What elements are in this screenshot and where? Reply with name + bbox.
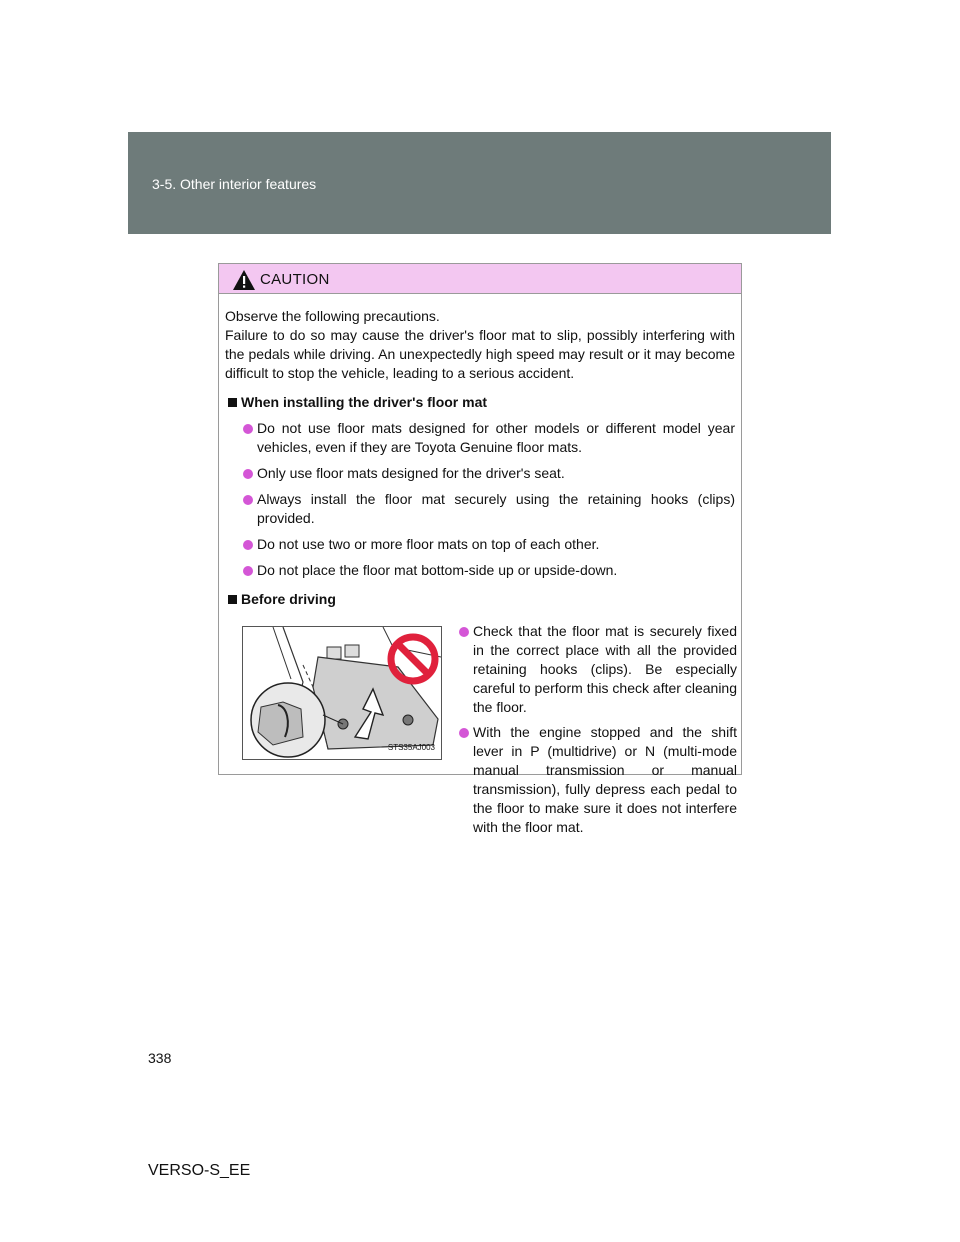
- square-bullet-icon: [228, 398, 237, 407]
- list-item: [459, 622, 737, 717]
- list-item: [243, 464, 735, 483]
- document-code: VERSO-S_EE: [148, 1162, 251, 1179]
- installing-list: [225, 419, 735, 580]
- bullet-dot-icon: [243, 540, 253, 550]
- intro-line: Observe the following precautions.: [225, 308, 440, 324]
- section-title: 3-5. Other interior features: [152, 176, 317, 192]
- bullet-dot-icon: [243, 495, 253, 505]
- driving-section: [225, 609, 737, 835]
- driving-list: [459, 616, 737, 837]
- list-item-text: Only use floor mats designed for the driver's seat.: [257, 465, 565, 481]
- section-header-band: [128, 132, 831, 234]
- caution-title: CAUTION: [260, 271, 330, 288]
- caution-box: [218, 263, 742, 835]
- warning-triangle-icon: [232, 269, 256, 291]
- floor-mat-illustration: [242, 626, 442, 760]
- page-number: 338: [148, 1050, 172, 1066]
- list-item: [243, 535, 735, 554]
- intro-line: Failure to do so may cause the driver's floor mat to slip, possibly interfering with the pedals while driving. An unexpectedly high speed may result or it may become difficult to stop the vehicle, leading to a serious accident.: [225, 327, 735, 381]
- bullet-dot-icon: [459, 627, 469, 637]
- list-item-text: Do not place the floor mat bottom-side up or upside-down.: [257, 562, 618, 578]
- list-item-text: With the engine stopped and the shift lever in P (multidrive) or N (multi-mode manual transmission or manual transmission), fully depress each pedal to the floor to make sure it does not interfere with the floor mat.: [473, 724, 737, 835]
- caution-intro: [225, 307, 735, 383]
- illustration-code: STS35AJ003: [387, 743, 435, 752]
- list-item: [243, 561, 735, 580]
- square-bullet-icon: [228, 595, 237, 604]
- bullet-dot-icon: [243, 469, 253, 479]
- bullet-dot-icon: [243, 566, 253, 576]
- list-item: [243, 490, 735, 528]
- driving-heading: [225, 590, 735, 609]
- list-item-text: Do not use floor mats designed for other models or different model year vehicles, even if they are Toyota Genuine floor mats.: [257, 420, 735, 455]
- list-item: [243, 419, 735, 457]
- installing-heading: [225, 393, 735, 412]
- list-item: [459, 723, 737, 837]
- caution-header: [219, 264, 741, 294]
- list-item-text: Always install the floor mat securely using the retaining hooks (clips) provided.: [257, 491, 735, 526]
- bullet-dot-icon: [243, 424, 253, 434]
- installing-heading-text: When installing the driver's floor mat: [241, 394, 488, 410]
- list-item-text: Check that the floor mat is securely fixed in the correct place with all the provided retaining hooks (clips). Be especially careful to perform this check after cleaning the floor.: [473, 623, 737, 715]
- bullet-dot-icon: [459, 728, 469, 738]
- caution-body: [219, 294, 741, 835]
- driving-heading-text: Before driving: [241, 591, 336, 607]
- list-item-text: Do not use two or more floor mats on top of each other.: [257, 536, 600, 552]
